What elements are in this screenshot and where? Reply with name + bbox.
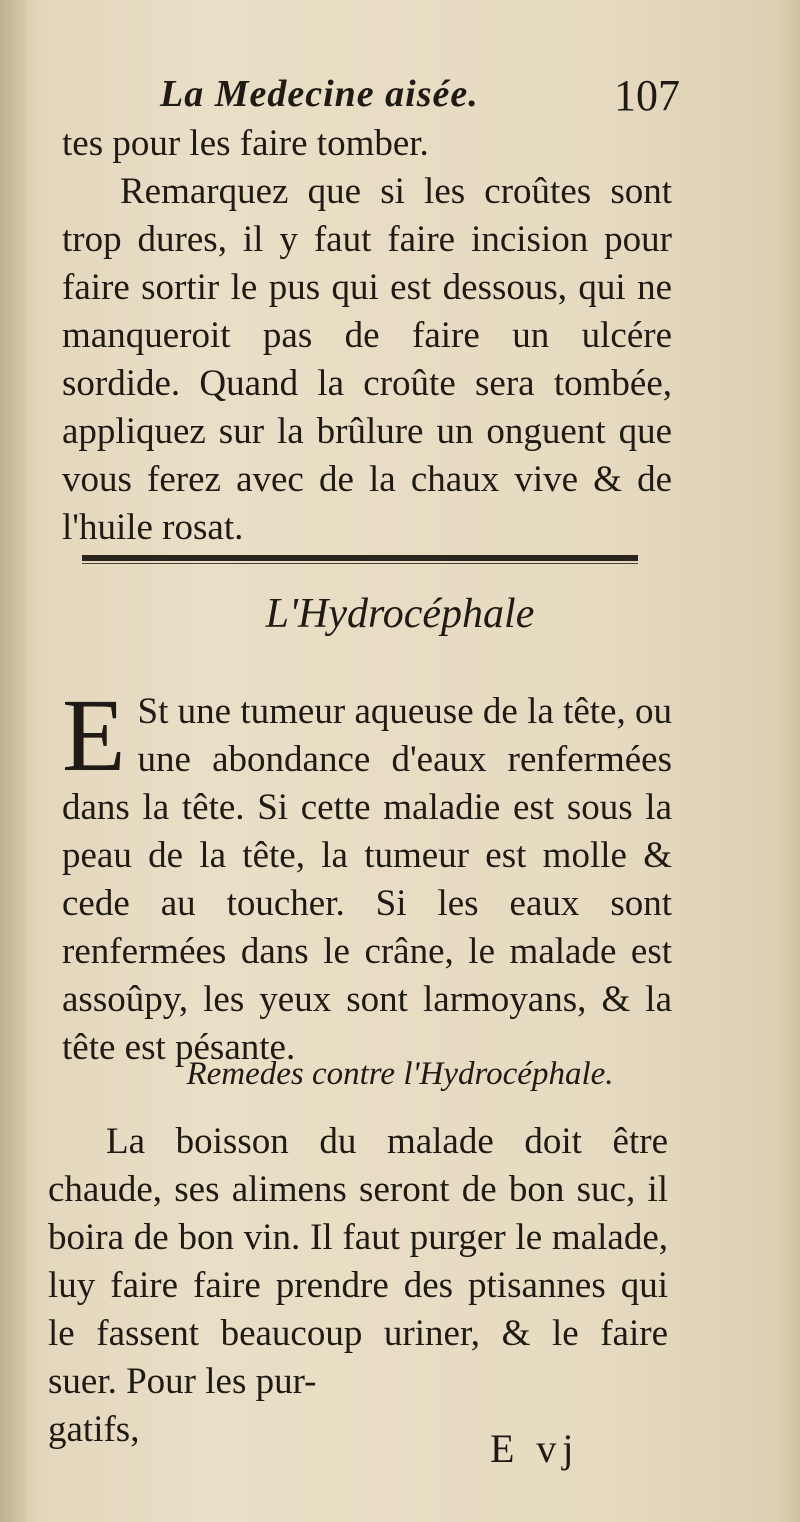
definition-block	[62, 678, 672, 1072]
definition-paragraph: St une tumeur aqueuse de la tête, ou une abondance d'eaux renfermées dans la tête. Si cette maladie est sous la peau de la tête, la tumeur est molle & cede au toucher. Si les eaux sont renfermées dans le crâne, le malade est assoûpy, les yeux sont larmoyans, & la tête est pésante.	[62, 691, 672, 1068]
remedies-paragraph: La boisson du malade doit être chaude, ses alimens seront de bon suc, il boira de bon vin. Il faut purger le malade, luy faire faire prendre des ptisannes qui le fassent beaucoup uriner, & le faire suer. Pour les pur-	[48, 1121, 668, 1402]
page-number: 107	[614, 71, 680, 120]
section-divider	[82, 555, 638, 561]
page-header	[150, 70, 690, 120]
running-title: La Medecine aisée.	[160, 73, 479, 115]
continued-text-block	[62, 120, 672, 552]
remark-paragraph: Remarquez que si les croûtes sont trop dures, il y faut faire incision pour faire sortir le pus qui est dessous, qui ne manqueroit pas de faire un ulcére sordide. Quand la croûte sera tombée, appliquez sur la brûlure un onguent que vous ferez avec de la chaux vive & de l'huile rosat.	[62, 171, 672, 548]
page-gutter	[0, 0, 26, 1522]
catchword-line: gatifs,	[48, 1409, 140, 1450]
continued-line: tes pour les faire tomber.	[62, 123, 429, 164]
remedies-heading: Remedes contre l'Hydrocéphale.	[186, 1056, 614, 1092]
signature-mark: E vj	[490, 1426, 580, 1471]
drop-cap: E	[62, 678, 126, 793]
remedies-block	[48, 1118, 668, 1454]
section-title: L'Hydrocéphale	[265, 591, 535, 637]
section-divider-thin	[82, 563, 638, 564]
